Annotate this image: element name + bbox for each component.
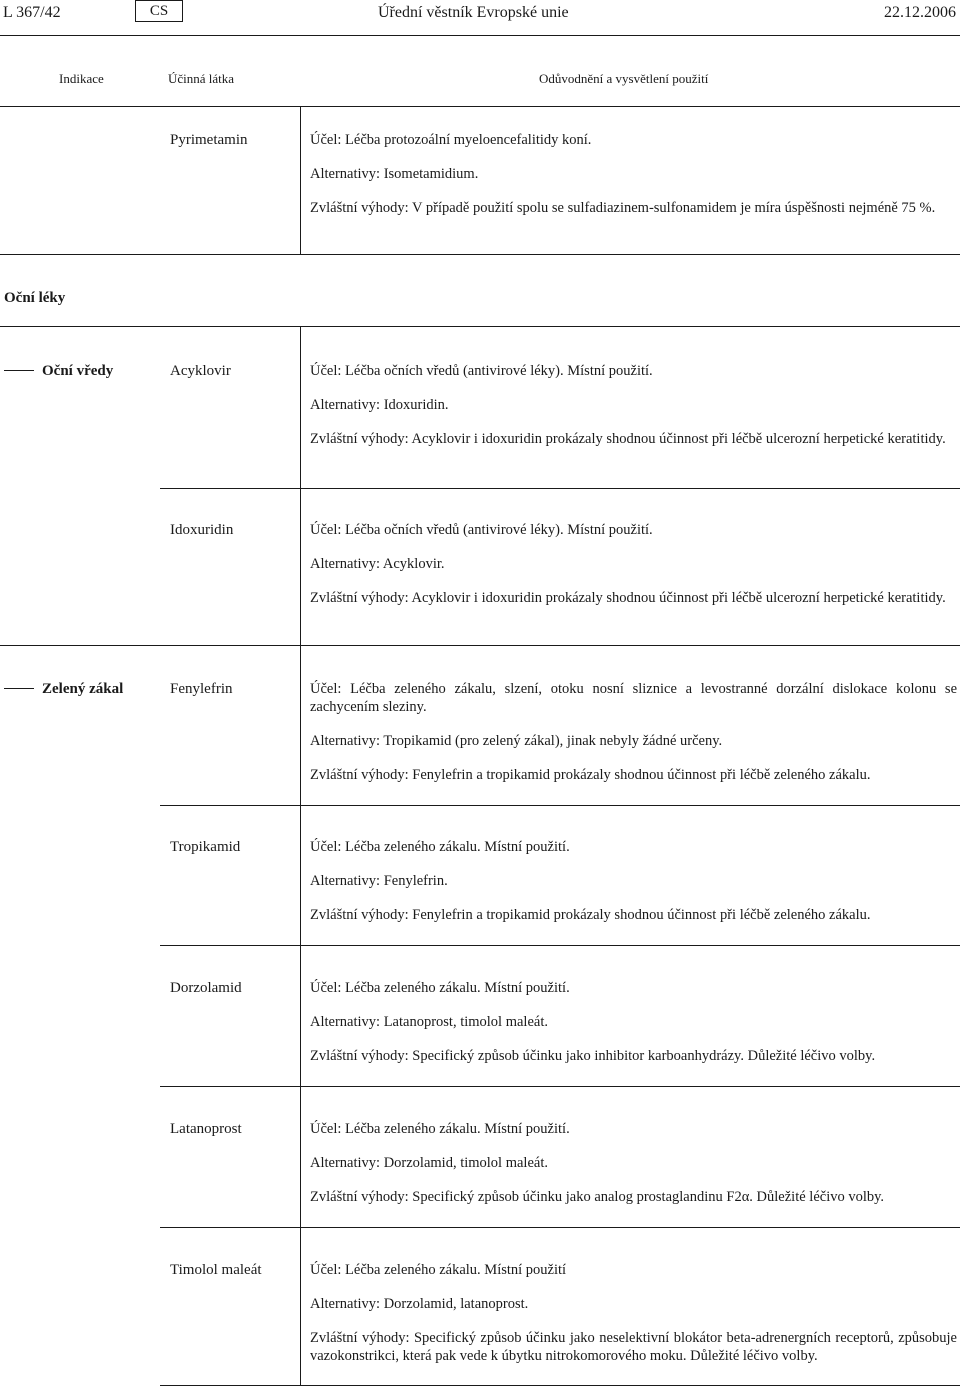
section-title: Oční léky (4, 290, 66, 306)
row-rule (160, 488, 960, 489)
indication-cell (4, 362, 113, 380)
language-badge: CS (135, 0, 183, 22)
column-header-rule (0, 106, 960, 107)
substance-cell: Timolol maleát (170, 1262, 262, 1278)
advantages-line: Zvláštní výhody: Acyklovir i idoxuridin prokázaly shodnou účinnost při léčbě ulcerozní herpetické keratitidy. (310, 431, 946, 447)
advantages-line: Zvláštní výhody: Specifický způsob účinku jako analog prostaglandinu F2α. Důležité léčivo volby. (310, 1189, 885, 1205)
rationale-cell (310, 521, 957, 623)
rationale-cell (310, 680, 957, 800)
column-header-rationale: Odůvodnění a vysvětlení použití (539, 71, 709, 86)
page-header (0, 0, 960, 36)
header-rule (0, 35, 960, 36)
column-divider (300, 326, 301, 488)
rationale-cell (310, 131, 957, 233)
purpose-line: Účel: Léčba protozoální myeloencefalitidy koní. (310, 132, 592, 148)
purpose-line: Účel: Léčba zeleného zákalu. Místní použití (310, 1262, 567, 1278)
column-divider (300, 645, 301, 805)
substance-cell: Acyklovir (170, 363, 231, 379)
rationale-cell (310, 979, 957, 1081)
rationale-cell (310, 362, 957, 464)
advantages-line: Zvláštní výhody: Fenylefrin a tropikamid prokázaly shodnou účinnost při léčbě zeleného zákalu. (310, 907, 871, 923)
column-header-indication: Indikace (59, 71, 104, 86)
row-rule (0, 254, 960, 255)
substance-cell: Fenylefrin (170, 681, 233, 697)
substance-cell: Tropikamid (170, 839, 241, 855)
alternatives-line: Alternativy: Dorzolamid, latanoprost. (310, 1296, 529, 1312)
column-divider (300, 1227, 301, 1385)
alternatives-line: Alternativy: Acyklovir. (310, 556, 445, 572)
alternatives-line: Alternativy: Dorzolamid, timolol maleát. (310, 1155, 548, 1171)
purpose-line: Účel: Léčba zeleného zákalu, slzení, otoku nosní sliznice a levostranné dorzální dislokace kolonu se zachycením sleziny. (310, 681, 957, 715)
advantages-line: Zvláštní výhody: Specifický způsob účinku jako inhibitor karboanhydrázy. Důležité léčivo volby. (310, 1048, 876, 1064)
list-dash (4, 688, 34, 689)
advantages-line: Zvláštní výhody: Fenylefrin a tropikamid prokázaly shodnou účinnost při léčbě zeleného zákalu. (310, 767, 871, 783)
purpose-line: Účel: Léčba zeleného zákalu. Místní použití. (310, 839, 570, 855)
row-rule (160, 1227, 960, 1228)
column-divider (300, 945, 301, 1086)
row-rule (160, 1086, 960, 1087)
journal-title: Úřední věstník Evropské unie (378, 4, 569, 21)
rationale-cell (310, 1261, 957, 1381)
publication-date: 22.12.2006 (884, 4, 956, 21)
indication-label: Oční vředy (42, 363, 114, 379)
indication-cell (4, 680, 123, 698)
advantages-line: Zvláštní výhody: Acyklovir i idoxuridin prokázaly shodnou účinnost při léčbě ulcerozní herpetické keratitidy. (310, 590, 946, 606)
purpose-line: Účel: Léčba zeleného zákalu. Místní použití. (310, 1121, 570, 1137)
alternatives-line: Alternativy: Latanoprost, timolol maleát. (310, 1014, 548, 1030)
list-dash (4, 370, 34, 371)
column-divider (300, 1086, 301, 1227)
column-divider (300, 106, 301, 254)
purpose-line: Účel: Léčba zeleného zákalu. Místní použití. (310, 980, 570, 996)
column-divider (300, 488, 301, 645)
alternatives-line: Alternativy: Isometamidium. (310, 166, 479, 182)
column-header-substance: Účinná látka (168, 71, 235, 86)
row-rule (160, 805, 960, 806)
rationale-cell (310, 838, 957, 940)
indication-label: Zelený zákal (42, 681, 124, 697)
substance-cell: Latanoprost (170, 1121, 242, 1137)
row-rule (160, 945, 960, 946)
rationale-cell (310, 1120, 957, 1222)
advantages-line: Zvláštní výhody: Specifický způsob účinku jako neselektivní blokátor beta-adrenergních receptorů, způsobuje vazokonstrikci, která pak vede k úbytku nitrokomorového moku. Důležité léčivo volby. (310, 1330, 957, 1364)
purpose-line: Účel: Léčba očních vředů (antivirové léky). Místní použití. (310, 522, 653, 538)
advantages-line: Zvláštní výhody: V případě použití spolu se sulfadiazinem-sulfonamidem je míra úspěšnosti nejméně 75 %. (310, 200, 936, 216)
alternatives-line: Alternativy: Idoxuridin. (310, 397, 449, 413)
purpose-line: Účel: Léčba očních vředů (antivirové léky). Místní použití. (310, 363, 653, 379)
column-divider (300, 805, 301, 945)
substance-cell: Pyrimetamin (170, 132, 248, 148)
substance-cell: Idoxuridin (170, 522, 234, 538)
alternatives-line: Alternativy: Tropikamid (pro zelený zákal), jinak nebyly žádné určeny. (310, 733, 723, 749)
page-number: L 367/42 (3, 4, 61, 21)
section-rule (0, 326, 960, 327)
row-rule (0, 645, 960, 646)
substance-cell: Dorzolamid (170, 980, 242, 996)
alternatives-line: Alternativy: Fenylefrin. (310, 873, 448, 889)
